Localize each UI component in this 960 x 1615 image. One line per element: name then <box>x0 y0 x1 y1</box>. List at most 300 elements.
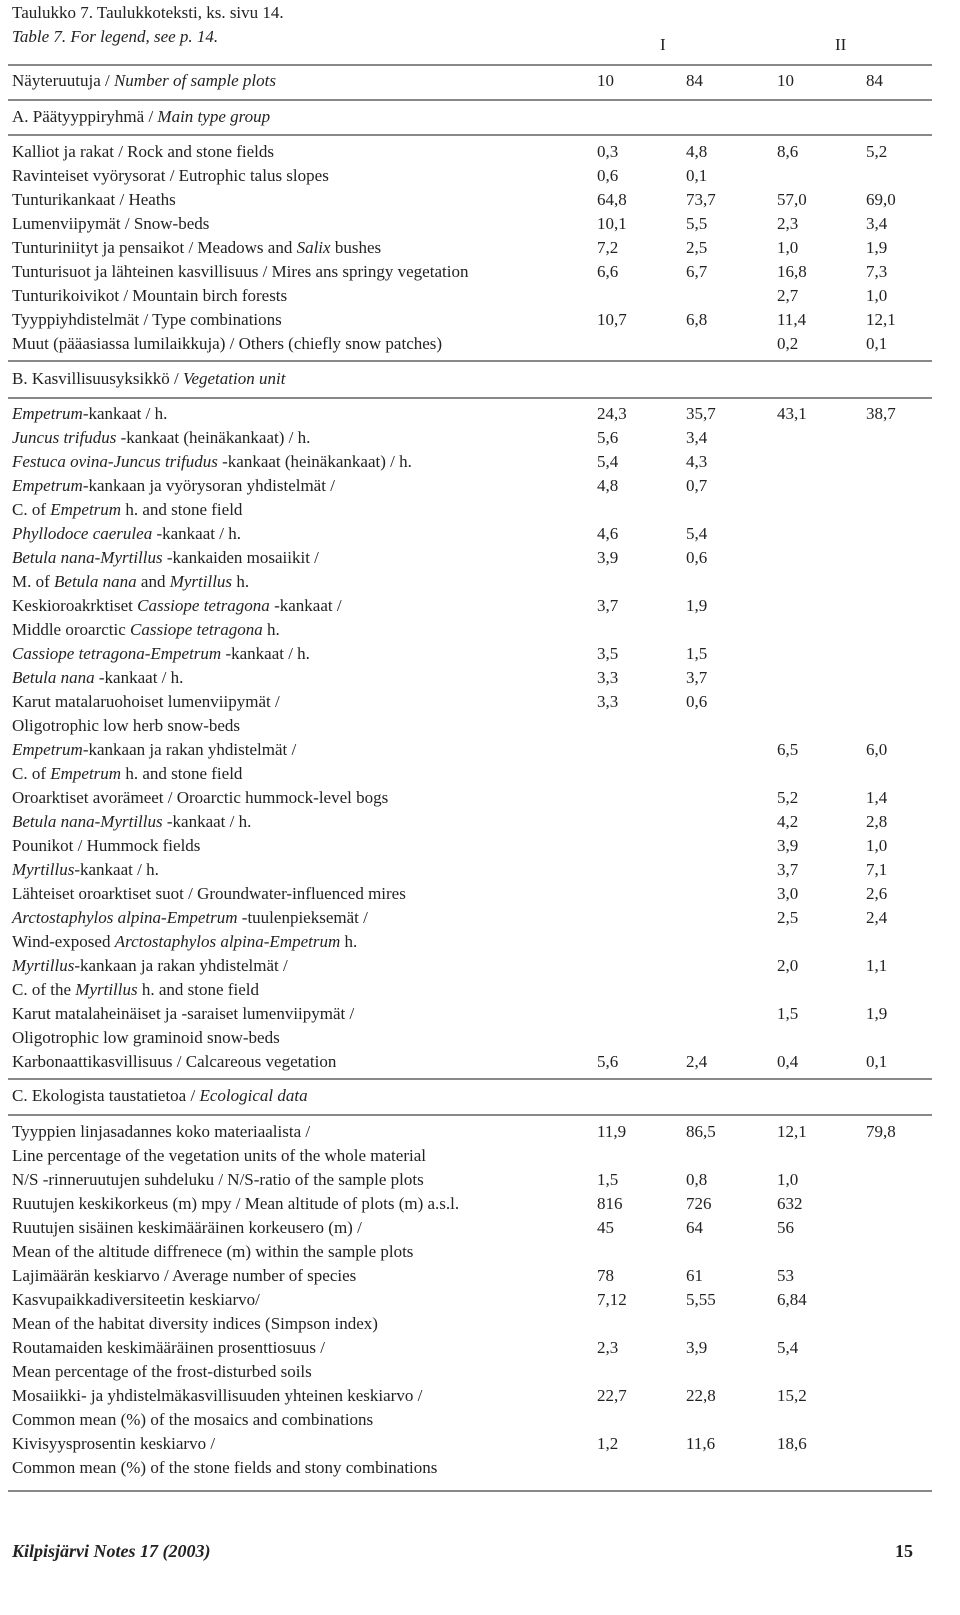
value-cell: 64,8 <box>597 190 627 209</box>
value-cell: 3,5 <box>597 644 619 663</box>
value-cell: 2,4 <box>686 1052 708 1071</box>
label-segment: Empetrum <box>12 404 83 423</box>
journal-footer: Kilpisjärvi Notes 17 (2003) <box>12 1541 211 1561</box>
value: 84 <box>866 71 883 90</box>
value-cell: 0,1 <box>866 334 888 353</box>
table-row <box>0 1050 960 1074</box>
row-label <box>12 978 259 1002</box>
table-row <box>0 1408 960 1432</box>
table-row <box>0 618 960 642</box>
value-cell: 1,0 <box>866 836 888 855</box>
table-row <box>0 906 960 930</box>
label-segment: Cassiope tetragona <box>130 620 263 639</box>
label-segment: Vegetation unit <box>182 369 286 388</box>
label-segment: Karut matalaruohoiset lumenviipymät / <box>12 692 280 711</box>
value-cell: 1,1 <box>866 956 888 975</box>
label-segment: Arctostaphylos alpina-Empetrum <box>12 908 238 927</box>
label-segment: -kankaat / h. <box>152 524 241 543</box>
label-segment: Karbonaattikasvillisuus / Calcareous vegetation <box>12 1052 337 1071</box>
value-cell: 3,3 <box>597 668 619 687</box>
label-segment: Kalliot ja rakat / Rock and stone fields <box>12 142 275 161</box>
table-row <box>0 930 960 954</box>
label-segment: Wind-exposed <box>12 932 115 951</box>
label-segment: h. <box>232 572 250 591</box>
value-cell: 5,4 <box>777 1338 799 1357</box>
label-segment: Karut matalaheinäiset ja -saraiset lumenviipymät / <box>12 1004 355 1023</box>
label-segment: -kankaat / h. <box>221 644 310 663</box>
rule <box>8 64 932 66</box>
section-rows <box>0 402 960 1074</box>
label-segment: Tunturikoivikot / Mountain birch forests <box>12 286 288 305</box>
table-row <box>0 1360 960 1384</box>
label-segment: Oligotrophic low herb snow-beds <box>12 716 241 735</box>
value-cell: 3,9 <box>686 1338 708 1357</box>
value-cell: 53 <box>777 1266 794 1285</box>
value-cell: 56 <box>777 1218 794 1237</box>
label-en: Number of sample plots <box>113 71 276 90</box>
label-segment: Lajimäärän keskiarvo / Average number of species <box>12 1266 357 1285</box>
section-heading-text <box>12 1084 308 1108</box>
label-segment: Betula nana <box>12 668 95 687</box>
row-label <box>12 738 296 762</box>
label-segment: -kankaat / <box>269 596 342 615</box>
label-segment: -kankaat / h. <box>74 860 159 879</box>
value-cell: 1,5 <box>597 1170 619 1189</box>
table-row <box>0 140 960 164</box>
label-segment: Tunturiniityt ja pensaikot / Meadows and <box>12 238 297 257</box>
value-cell: 0,6 <box>597 166 619 185</box>
value-cell: 3,4 <box>686 428 708 447</box>
label-segment: C. Ekologista taustatietoa / <box>12 1086 200 1105</box>
row-label <box>12 188 176 212</box>
label-segment: Empetrum <box>50 764 122 783</box>
table-row <box>0 474 960 498</box>
value-cell: 0,7 <box>686 476 708 495</box>
value-cell: 1,9 <box>866 1004 888 1023</box>
value-cell: 0,4 <box>777 1052 799 1071</box>
value-cell: 2,8 <box>866 812 888 831</box>
value-cell: 3,4 <box>866 214 888 233</box>
value: 10 <box>597 71 614 90</box>
label-segment: C. of <box>12 764 51 783</box>
label-segment: Routamaiden keskimääräinen prosenttiosuus / <box>12 1338 326 1357</box>
table-row <box>0 1168 960 1192</box>
value-cell: 45 <box>597 1218 614 1237</box>
value-cell: 78 <box>597 1266 614 1285</box>
table-row <box>0 450 960 474</box>
row-label <box>12 260 468 284</box>
row-label <box>12 882 406 906</box>
section-heading-text <box>12 105 270 129</box>
table-row <box>0 570 960 594</box>
value-cell: 7,2 <box>597 238 619 257</box>
value-cell: 22,7 <box>597 1386 627 1405</box>
value-cell: 4,6 <box>597 524 619 543</box>
value-cell: 5,6 <box>597 428 619 447</box>
value-cell: 2,7 <box>777 286 799 305</box>
row-label <box>12 1336 325 1360</box>
value-cell: 5,4 <box>686 524 708 543</box>
label-segment: Keskioroakrktiset <box>12 596 138 615</box>
value-cell: 0,8 <box>686 1170 708 1189</box>
value-cell: 3,7 <box>777 860 799 879</box>
table-row <box>0 858 960 882</box>
value-cell: 2,0 <box>777 956 799 975</box>
label-segment: h. <box>340 932 358 951</box>
value-cell: 3,9 <box>597 548 619 567</box>
rule <box>8 1114 932 1116</box>
row-label <box>12 1192 459 1216</box>
value-cell: 1,5 <box>777 1004 799 1023</box>
sample-count-row <box>0 69 960 93</box>
value-cell: 5,55 <box>686 1290 716 1309</box>
label-segment: -kankaiden mosaiikit / <box>162 548 319 567</box>
label-segment: Mean of the habitat diversity indices (Simpson index) <box>12 1314 378 1333</box>
label-segment: h. and stone field <box>121 500 243 519</box>
label-segment: h. and stone field <box>121 764 243 783</box>
value-cell: 73,7 <box>686 190 716 209</box>
caption-fi: Taulukko 7. Taulukkoteksti, ks. sivu 14. <box>12 3 284 22</box>
label-segment: Lähteiset oroarktiset suot / Groundwater-influenced mires <box>12 884 406 903</box>
label-segment: h. <box>262 620 280 639</box>
table-row <box>0 834 960 858</box>
value-cell: 7,3 <box>866 262 888 281</box>
value-cell: 11,9 <box>597 1122 627 1141</box>
label-segment: -kankaat (heinäkankaat) / h. <box>217 452 412 471</box>
label-segment: and <box>136 572 170 591</box>
table-row <box>0 810 960 834</box>
value-cell: 6,0 <box>866 740 888 759</box>
value-cell: 1,5 <box>686 644 708 663</box>
table-row <box>0 332 960 356</box>
label-segment: -kankaat (heinäkankaat) / h. <box>116 428 311 447</box>
label-segment: Mosaiikki- ja yhdistelmäkasvillisuuden yhteinen keskiarvo / <box>12 1386 423 1405</box>
label-segment: Lumenviipymät / Snow-beds <box>12 214 210 233</box>
table-row <box>0 426 960 450</box>
label-segment: C. of the <box>12 980 76 999</box>
row-label <box>12 954 288 978</box>
row-label <box>12 762 242 786</box>
table-row <box>0 978 960 1002</box>
row-label <box>12 714 240 738</box>
row-label <box>12 858 159 882</box>
value-cell: 1,2 <box>597 1434 619 1453</box>
row-label <box>12 450 412 474</box>
row-label <box>12 1120 310 1144</box>
label-fi: Näyteruutuja / <box>12 71 114 90</box>
value-cell: 1,9 <box>686 596 708 615</box>
value: 84 <box>686 71 703 90</box>
sample-count-label <box>12 69 276 93</box>
value-cell: 86,5 <box>686 1122 716 1141</box>
value-cell: 5,4 <box>597 452 619 471</box>
rule <box>8 360 932 362</box>
label-segment: Cassiope tetragona-Empetrum <box>12 644 222 663</box>
label-segment: Salix <box>296 238 331 257</box>
table-row <box>0 236 960 260</box>
value-cell: 10,7 <box>597 310 627 329</box>
value-cell: 2,5 <box>686 238 708 257</box>
label-segment: Tyyppiyhdistelmät / Type combinations <box>12 310 282 329</box>
label-segment: Empetrum <box>50 500 122 519</box>
rule <box>8 397 932 399</box>
label-segment: Betula nana-Myrtillus <box>12 812 163 831</box>
value-cell: 18,6 <box>777 1434 807 1453</box>
rule <box>8 99 932 101</box>
row-label <box>12 140 274 164</box>
row-label <box>12 498 242 522</box>
table-row <box>0 308 960 332</box>
label-segment: Common mean (%) of the mosaics and combinations <box>12 1410 374 1429</box>
value-cell: 69,0 <box>866 190 896 209</box>
row-label <box>12 594 342 618</box>
label-segment: -kankaan ja rakan yhdistelmät / <box>74 956 288 975</box>
table-row <box>0 1144 960 1168</box>
section-rows <box>0 140 960 356</box>
value-cell: 16,8 <box>777 262 807 281</box>
section-heading <box>0 367 960 391</box>
value-cell: 4,2 <box>777 812 799 831</box>
row-label <box>12 1360 312 1384</box>
table-row <box>0 1384 960 1408</box>
rule <box>8 1078 932 1080</box>
value-cell: 1,9 <box>866 238 888 257</box>
label-segment: Festuca ovina-Juncus trifudus <box>12 452 218 471</box>
label-segment: Empetrum <box>12 740 83 759</box>
table-row <box>0 954 960 978</box>
value-cell: 5,6 <box>597 1052 619 1071</box>
label-segment: Betula nana-Myrtillus <box>12 548 163 567</box>
value-cell: 35,7 <box>686 404 716 423</box>
value-cell: 57,0 <box>777 190 807 209</box>
label-segment: Myrtillus <box>169 572 233 591</box>
row-label <box>12 426 310 450</box>
value-cell: 2,5 <box>777 908 799 927</box>
value-cell: 632 <box>777 1194 803 1213</box>
label-segment: -tuulenpieksemät / <box>237 908 368 927</box>
value-cell: 6,84 <box>777 1290 807 1309</box>
table-row <box>0 1216 960 1240</box>
rule <box>8 1490 932 1492</box>
label-segment: Pounikot / Hummock fields <box>12 836 201 855</box>
value-cell: 2,3 <box>597 1338 619 1357</box>
table-row <box>0 1288 960 1312</box>
label-segment: Kasvupaikkadiversiteetin keskiarvo/ <box>12 1290 260 1309</box>
label-segment: Ruutujen keskikorkeus (m) mpy / Mean altitude of plots (m) a.s.l. <box>12 1194 460 1213</box>
row-label <box>12 522 241 546</box>
table-row <box>0 212 960 236</box>
value-cell: 3,9 <box>777 836 799 855</box>
label-segment: M. of <box>12 572 55 591</box>
label-segment: Myrtillus <box>75 980 138 999</box>
label-segment: Mean of the altitude diffrenece (m) within the sample plots <box>12 1242 414 1261</box>
value-cell: 3,3 <box>597 692 619 711</box>
row-label <box>12 570 249 594</box>
value-cell: 12,1 <box>866 310 896 329</box>
label-segment: Muut (pääasiassa lumilaikkuja) / Others (chiefly snow patches) <box>12 334 443 353</box>
row-label <box>12 332 442 356</box>
label-segment: h. and stone field <box>137 980 259 999</box>
label-segment: Phyllodoce caerulea <box>12 524 153 543</box>
label-segment: -kankaat / h. <box>94 668 184 687</box>
value-cell: 12,1 <box>777 1122 807 1141</box>
value-cell: 64 <box>686 1218 703 1237</box>
row-label <box>12 1288 260 1312</box>
table-row <box>0 642 960 666</box>
row-label <box>12 1050 336 1074</box>
row-label <box>12 906 368 930</box>
row-label <box>12 930 357 954</box>
value-cell: 2,3 <box>777 214 799 233</box>
value-cell: 15,2 <box>777 1386 807 1405</box>
value-cell: 5,2 <box>866 142 888 161</box>
table-row <box>0 1002 960 1026</box>
label-segment: B. Kasvillisuusyksikkö / <box>12 369 183 388</box>
row-label <box>12 786 388 810</box>
caption-en: Table 7. For legend, see p. 14. <box>12 27 219 46</box>
label-segment: Tunturikankaat / Heaths <box>12 190 176 209</box>
label-segment: Ruutujen sisäinen keskimääräinen korkeusero (m) / <box>12 1218 362 1237</box>
value-cell: 1,0 <box>777 1170 799 1189</box>
value-cell: 8,6 <box>777 142 799 161</box>
page-number: 15 <box>895 1541 913 1561</box>
label-segment: Line percentage of the vegetation units of the whole material <box>12 1146 426 1165</box>
table-row <box>0 738 960 762</box>
label-segment: Juncus trifudus <box>12 428 117 447</box>
table-row <box>0 1432 960 1456</box>
value-cell: 4,3 <box>686 452 708 471</box>
label-segment: Middle oroarctic <box>12 620 131 639</box>
row-label <box>12 1026 280 1050</box>
row-label <box>12 236 381 260</box>
value-cell: 43,1 <box>777 404 807 423</box>
row-label <box>12 1384 422 1408</box>
row-label <box>12 212 209 236</box>
table-row <box>0 786 960 810</box>
value-cell: 79,8 <box>866 1122 896 1141</box>
label-segment: Cassiope tetragona <box>137 596 270 615</box>
label-segment: Oligotrophic low graminoid snow-beds <box>12 1028 280 1047</box>
value-cell: 0,2 <box>777 334 799 353</box>
value-cell: 24,3 <box>597 404 627 423</box>
value-cell: 4,8 <box>686 142 708 161</box>
section-heading <box>0 1084 960 1108</box>
section-heading-text <box>12 367 285 391</box>
value-cell: 1,0 <box>777 238 799 257</box>
section-rows <box>0 1120 960 1480</box>
value-cell: 4,8 <box>597 476 619 495</box>
label-segment: N/S -rinneruutujen suhdeluku / N/S-ratio of the sample plots <box>12 1170 424 1189</box>
value-cell: 6,8 <box>686 310 708 329</box>
label-segment: Arctostaphylos alpina-Empetrum <box>114 932 341 951</box>
section-heading <box>0 105 960 129</box>
row-label <box>12 164 329 188</box>
table-row <box>0 498 960 522</box>
value-cell: 11,4 <box>777 310 807 329</box>
value-cell: 816 <box>597 1194 623 1213</box>
label-segment: Common mean (%) of the stone fields and stony combinations <box>12 1458 438 1477</box>
table-row <box>0 1026 960 1050</box>
group-header-II: II <box>835 35 847 54</box>
row-label <box>12 1312 378 1336</box>
value-cell: 6,7 <box>686 262 708 281</box>
value-cell: 5,5 <box>686 214 708 233</box>
value-cell: 0,6 <box>686 548 708 567</box>
table-row <box>0 522 960 546</box>
table-row <box>0 1336 960 1360</box>
row-label <box>12 1264 356 1288</box>
value-cell: 0,1 <box>686 166 708 185</box>
value-cell: 3,7 <box>686 668 708 687</box>
row-label <box>12 402 167 426</box>
group-header-I: I <box>660 35 666 54</box>
value-cell: 726 <box>686 1194 712 1213</box>
table-row <box>0 1120 960 1144</box>
label-segment: C. of <box>12 500 51 519</box>
table-row <box>0 546 960 570</box>
row-label <box>12 546 319 570</box>
value-cell: 5,2 <box>777 788 799 807</box>
table-row <box>0 666 960 690</box>
value-cell: 3,7 <box>597 596 619 615</box>
value-cell: 2,6 <box>866 884 888 903</box>
row-label <box>12 1240 413 1264</box>
value: 10 <box>777 71 794 90</box>
value-cell: 1,0 <box>866 286 888 305</box>
label-segment: -kankaat / h. <box>162 812 252 831</box>
value-cell: 61 <box>686 1266 703 1285</box>
row-label <box>12 308 282 332</box>
table-row <box>0 1312 960 1336</box>
table-row <box>0 1456 960 1480</box>
table-row <box>0 1264 960 1288</box>
row-label <box>12 1168 424 1192</box>
label-segment: -kankaan ja rakan yhdistelmät / <box>82 740 297 759</box>
table-row <box>0 690 960 714</box>
table-row <box>0 284 960 308</box>
table-row <box>0 714 960 738</box>
row-label <box>12 1408 373 1432</box>
value-cell: 38,7 <box>866 404 896 423</box>
label-segment: -kankaan ja vyörysoran yhdistelmät / <box>82 476 335 495</box>
row-label <box>12 1432 215 1456</box>
value-cell: 2,4 <box>866 908 888 927</box>
row-label <box>12 284 287 308</box>
value-cell: 3,0 <box>777 884 799 903</box>
value-cell: 11,6 <box>686 1434 716 1453</box>
row-label <box>12 834 200 858</box>
value-cell: 7,1 <box>866 860 888 879</box>
label-segment: Myrtillus <box>12 860 75 879</box>
table-row <box>0 260 960 284</box>
value-cell: 10,1 <box>597 214 627 233</box>
value-cell: 0,6 <box>686 692 708 711</box>
row-label <box>12 474 335 498</box>
row-label <box>12 1456 437 1480</box>
label-segment: A. Päätyyppiryhmä / <box>12 107 158 126</box>
value-cell: 0,3 <box>597 142 619 161</box>
label-segment: Ecological data <box>199 1086 308 1105</box>
label-segment: Main type group <box>157 107 271 126</box>
value-cell: 22,8 <box>686 1386 716 1405</box>
label-segment: Kivisyysprosentin keskiarvo / <box>12 1434 216 1453</box>
table-row <box>0 164 960 188</box>
table-row <box>0 1240 960 1264</box>
value-cell: 0,1 <box>866 1052 888 1071</box>
row-label <box>12 690 280 714</box>
label-segment: bushes <box>330 238 382 257</box>
table-row <box>0 402 960 426</box>
